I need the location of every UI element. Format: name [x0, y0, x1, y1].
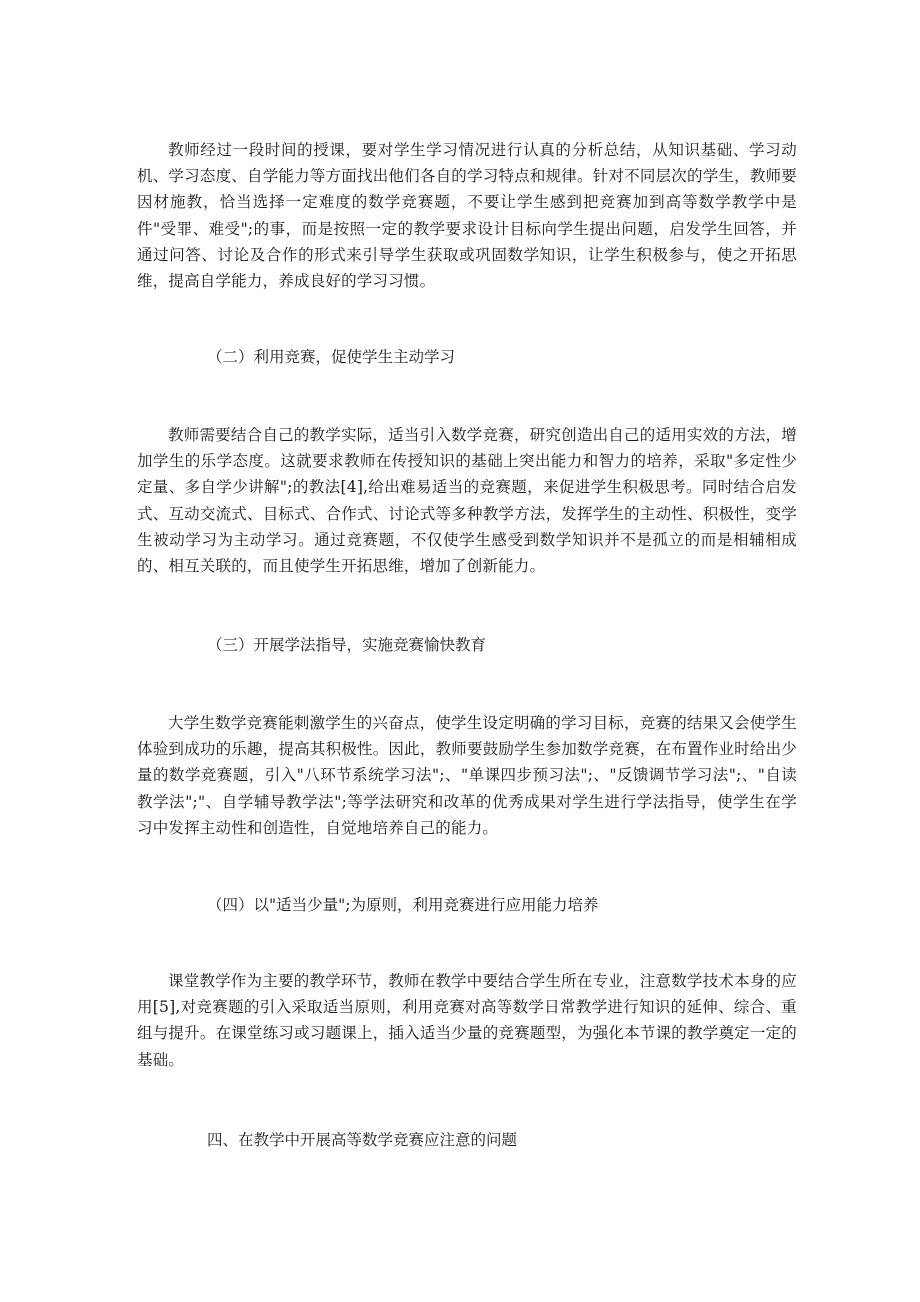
paragraph-student-analysis: 教师经过一段时间的授课，要对学生学习情况进行认真的分析总结，从知识基础、学习动机、学习态度、自学能力等方面找出他们各自的学习特点和规律。针对不同层次的学生，教师要因材施教，恰当选择一定难度的数学竞赛题，不要让学生感到把竞赛加到高等数学教学中是件"受罪、难受";的事，而是按照一定的教学要求设计目标向学生提出问题，启发学生回答，并通过问答、讨论及合作的形式来引导学生获取或巩固数学知识，让学生积极参与，使之开拓思维，提高自学能力，养成良好的学习习惯。 — [137, 141, 797, 291]
section-heading-moderate-amount-principle: （四）以"适当少量";为原则，利用竞赛进行应用能力培养 — [207, 896, 599, 914]
paragraph-classroom-teaching: 课堂教学作为主要的教学环节，教师在教学中要结合学生所在专业，注意数学技术本身的应用[5],对竞赛题的引入采取适当原则，利用竞赛对高等数学日常教学进行知识的延伸、综合、重组与提升。在课堂练习或习题课上，插入适当少量的竞赛题型，为强化本节课的教学奠定一定的基础。 — [137, 972, 797, 1069]
paragraph-competition-motivation: 大学生数学竞赛能刺激学生的兴奋点，使学生设定明确的学习目标，竞赛的结果又会使学生体验到成功的乐趣，提高其积极性。因此，教师要鼓励学生参加数学竞赛，在布置作业时给出少量的数学竞赛题，引入"八环节系统学习法";、"单课四步预习法";、"反馈调节学习法";、"自读教学法";"、自学辅导教学法";等学法研究和改革的优秀成果对学生进行学法指导，使学生在学习中发挥主动性和创造性，自觉地培养自己的能力。 — [137, 714, 797, 837]
section-heading-competition-active-learning: （二）利用竞赛，促使学生主动学习 — [207, 348, 456, 366]
section-heading-learning-method-guidance: （三）开展学法指导，实施竞赛愉快教育 — [207, 636, 487, 654]
paragraph-introduce-competition: 教师需要结合自己的教学实际，适当引入数学竞赛，研究创造出自己的适用实效的方法，增加学生的乐学态度。这就要求教师在传授知识的基础上突出能力和智力的培养，采取"多定性少定量、多自学少讲解";的教法[4],给出难易适当的竞赛题，来促进学生积极思考。同时结合启发式、互动交流式、目标式、合作式、讨论式等多种教学方法，发挥学生的主动性、积极性，变学生被动学习为主动学习。通过竞赛题，不仅使学生感受到数学知识并不是孤立的而是相辅相成的、相互关联的，而且使学生开拓思维，增加了创新能力。 — [137, 426, 797, 576]
chapter-heading-issues-to-note: 四、在教学中开展高等数学竞赛应注意的问题 — [207, 1131, 518, 1149]
